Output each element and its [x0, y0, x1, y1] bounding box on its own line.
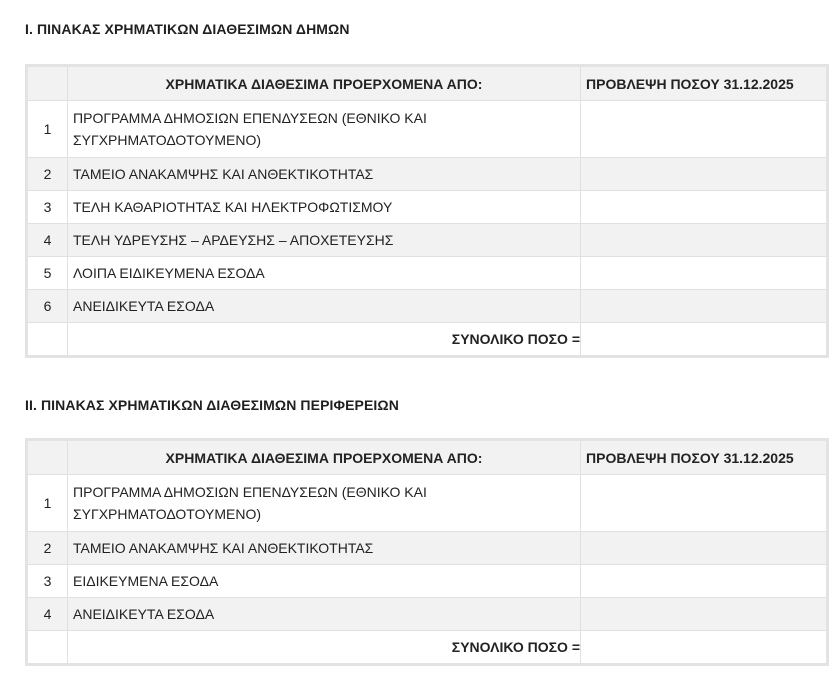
row-number: 2	[27, 532, 68, 565]
row-source: ΠΡΟΓΡΑΜΜΑ ΔΗΜΟΣΙΩΝ ΕΠΕΝΔΥΣΕΩΝ (ΕΘΝΙΚΟ ΚΑΙ ΣΥΓΧΡΗΜΑΤΟΔΟΤΟΥΜΕΝΟ)	[68, 101, 581, 158]
table-row	[27, 290, 828, 323]
row-amount-cell[interactable]	[581, 565, 828, 598]
municipalities-funds-table	[25, 64, 829, 358]
header-amount: ΠΡΟΒΛΕΨΗ ΠΟΣΟΥ 31.12.2025	[581, 440, 828, 475]
section-title-municipalities: I. ΠΙΝΑΚΑΣ ΧΡΗΜΑΤΙΚΩΝ ΔΙΑΘΕΣΙΜΩΝ ΔΗΜΩΝ	[25, 21, 350, 37]
table-row	[27, 101, 828, 158]
total-label: ΣΥΝΟΛΙΚΟ ΠΟΣΟ =	[68, 631, 581, 665]
row-amount-cell[interactable]	[581, 101, 828, 158]
table-header-row	[27, 66, 828, 101]
table-row	[27, 191, 828, 224]
header-source: ΧΡΗΜΑΤΙΚΑ ΔΙΑΘΕΣΙΜΑ ΠΡΟΕΡΧΟΜΕΝΑ ΑΠΟ:	[68, 440, 581, 475]
total-label: ΣΥΝΟΛΙΚΟ ΠΟΣΟ =	[68, 323, 581, 357]
row-number: 3	[27, 565, 68, 598]
row-amount-cell[interactable]	[581, 191, 828, 224]
row-number: 1	[27, 101, 68, 158]
row-source: ΑΝΕΙΔΙΚΕΥΤΑ ΕΣΟΔΑ	[68, 290, 581, 323]
table-row	[27, 158, 828, 191]
row-amount-cell[interactable]	[581, 532, 828, 565]
row-amount-cell[interactable]	[581, 598, 828, 631]
total-amount-cell[interactable]	[581, 323, 828, 357]
table-row	[27, 532, 828, 565]
row-source: ΕΙΔΙΚΕΥΜΕΝΑ ΕΣΟΔΑ	[68, 565, 581, 598]
row-source: ΤΕΛΗ ΥΔΡΕΥΣΗΣ – ΑΡΔΕΥΣΗΣ – ΑΠΟΧΕΤΕΥΣΗΣ	[68, 224, 581, 257]
total-num-cell	[27, 323, 68, 357]
row-source: ΠΡΟΓΡΑΜΜΑ ΔΗΜΟΣΙΩΝ ΕΠΕΝΔΥΣΕΩΝ (ΕΘΝΙΚΟ ΚΑΙ ΣΥΓΧΡΗΜΑΤΟΔΟΤΟΥΜΕΝΟ)	[68, 475, 581, 532]
row-number: 1	[27, 475, 68, 532]
row-source: ΤΕΛΗ ΚΑΘΑΡΙΟΤΗΤΑΣ ΚΑΙ ΗΛΕΚΤΡΟΦΩΤΙΣΜΟΥ	[68, 191, 581, 224]
table-row	[27, 598, 828, 631]
table-row	[27, 565, 828, 598]
row-source: ΑΝΕΙΔΙΚΕΥΤΑ ΕΣΟΔΑ	[68, 598, 581, 631]
total-num-cell	[27, 631, 68, 665]
total-row	[27, 631, 828, 665]
table-row	[27, 257, 828, 290]
section-title-regions: II. ΠΙΝΑΚΑΣ ΧΡΗΜΑΤΙΚΩΝ ΔΙΑΘΕΣΙΜΩΝ ΠΕΡΙΦΕΡΕΙΩΝ	[25, 397, 399, 413]
total-amount-cell[interactable]	[581, 631, 828, 665]
row-number: 4	[27, 224, 68, 257]
header-amount: ΠΡΟΒΛΕΨΗ ΠΟΣΟΥ 31.12.2025	[581, 66, 828, 101]
row-number: 3	[27, 191, 68, 224]
header-source: ΧΡΗΜΑΤΙΚΑ ΔΙΑΘΕΣΙΜΑ ΠΡΟΕΡΧΟΜΕΝΑ ΑΠΟ:	[68, 66, 581, 101]
row-amount-cell[interactable]	[581, 475, 828, 532]
row-source: ΤΑΜΕΙΟ ΑΝΑΚΑΜΨΗΣ ΚΑΙ ΑΝΘΕΚΤΙΚΟΤΗΤΑΣ	[68, 532, 581, 565]
row-number: 5	[27, 257, 68, 290]
row-amount-cell[interactable]	[581, 257, 828, 290]
row-source: ΤΑΜΕΙΟ ΑΝΑΚΑΜΨΗΣ ΚΑΙ ΑΝΘΕΚΤΙΚΟΤΗΤΑΣ	[68, 158, 581, 191]
row-number: 2	[27, 158, 68, 191]
row-amount-cell[interactable]	[581, 158, 828, 191]
total-row	[27, 323, 828, 357]
table-row	[27, 224, 828, 257]
row-amount-cell[interactable]	[581, 224, 828, 257]
row-number: 4	[27, 598, 68, 631]
row-amount-cell[interactable]	[581, 290, 828, 323]
table-row	[27, 475, 828, 532]
header-num	[27, 66, 68, 101]
row-source: ΛΟΙΠΑ ΕΙΔΙΚΕΥΜΕΝΑ ΕΣΟΔΑ	[68, 257, 581, 290]
table-header-row	[27, 440, 828, 475]
row-number: 6	[27, 290, 68, 323]
header-num	[27, 440, 68, 475]
regions-funds-table	[25, 438, 829, 666]
